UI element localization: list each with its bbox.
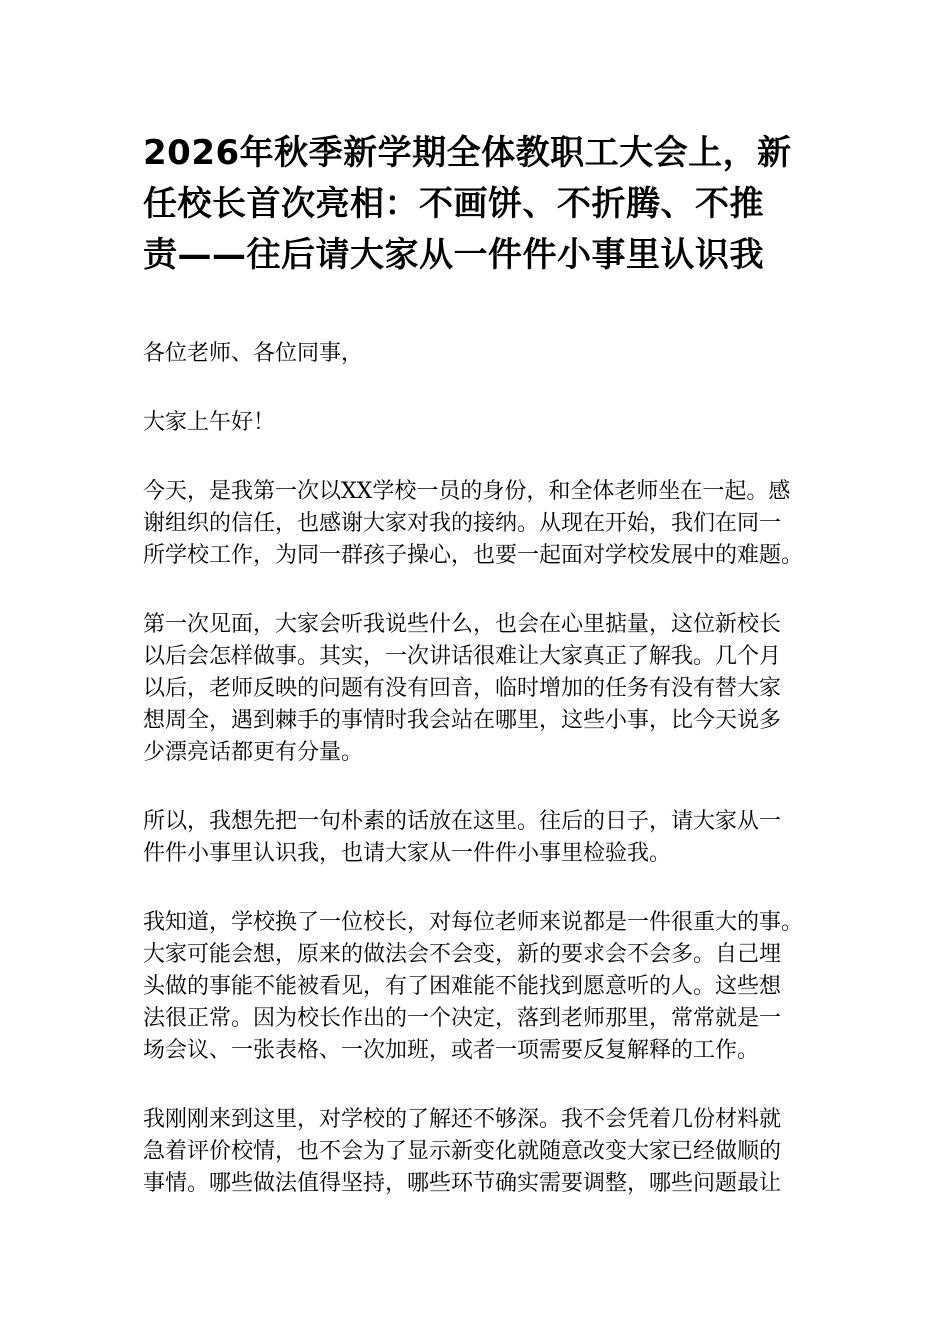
paragraph-body: 我知道，学校换了一位校长，对每位老师来说都是一件很重大的事。 大家可能会想，原来的做法会不会变，新的要求会不会多。自己埋 头做的事能不能被看见，有了困难能不能找到愿意听的人。这些想 法很正常。因为校长作出的一个决定，落到老师那里，常常就是一 场会议、一张表格、一次加班，或者一项需要反复解释的工作。 — [143, 910, 804, 1063]
paragraph-body: 我刚刚来到这里，对学校的了解还不够深。我不会凭着几份材料就 急着评价校情，也不会为了显示新变化就随意改变大家已经做顺的 事情。哪些做法值得坚持，哪些环节确实需要调整，哪些问题最让 — [143, 1107, 782, 1196]
paragraph-body: 今天，是我第一次以XX学校一员的身份，和全体老师坐在一起。感 谢组织的信任，也感谢大家对我的接纳。从现在开始，我们在同一 所学校工作，为同一群孩子操心，也要一起面对学校发展中的难题。 — [143, 479, 804, 568]
document-page — [143, 128, 803, 1237]
paragraph-body: 第一次见面，大家会听我说些什么，也会在心里掂量，这位新校长 以后会怎样做事。其实，一次讲话很难让大家真正了解我。几个月 以后，老师反映的问题有没有回音，临时增加的任务有没有替大家 想周全，遇到棘手的事情时我会站在哪里，这些小事，比今天说多 少漂亮话都更有分量。 — [143, 612, 782, 765]
paragraph-greeting: 大家上午好！ — [143, 410, 276, 435]
document-title: 2026年秋季新学期全体教职工大会上，新 任校长首次亮相：不画饼、不折腾、不推 责——往后请大家从一件件小事里认识我 — [143, 133, 792, 275]
paragraph-salutation: 各位老师、各位同事， — [143, 341, 364, 366]
paragraph-body: 所以，我想先把一句朴素的话放在这里。往后的日子，请大家从一 件件小事里认识我，也请大家从一件件小事里检验我。 — [143, 809, 782, 866]
